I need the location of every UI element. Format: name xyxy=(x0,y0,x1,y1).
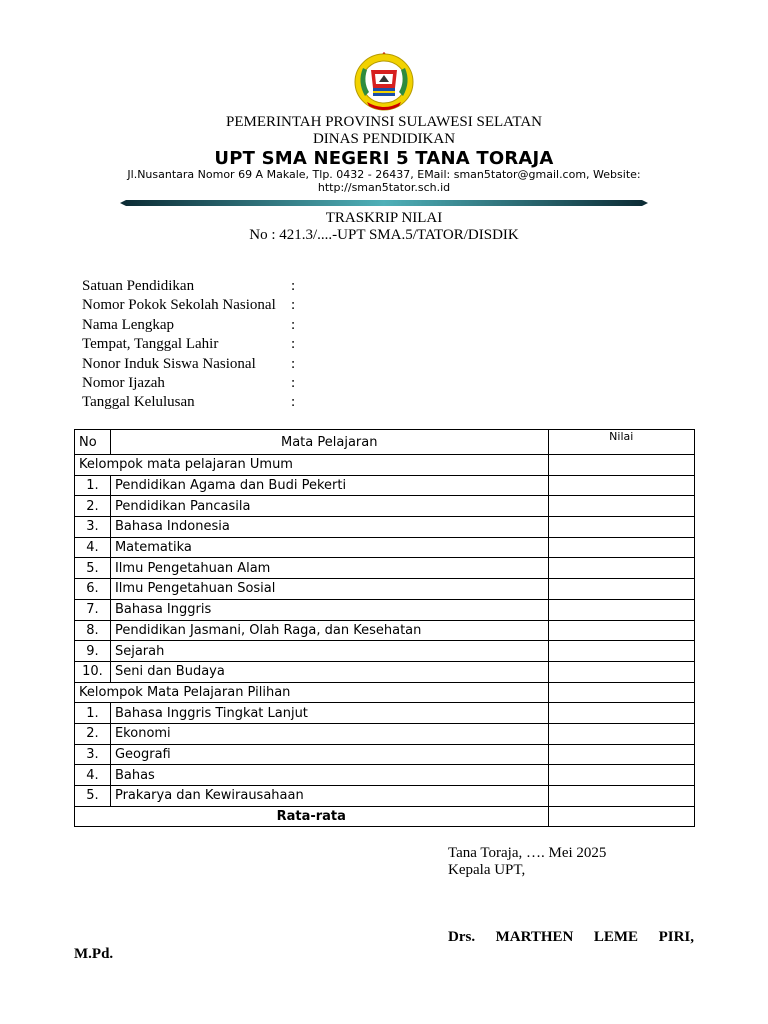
table-row xyxy=(75,579,695,600)
table-row xyxy=(75,744,695,765)
field-label: Nonor Induk Siswa Nasional xyxy=(82,355,256,372)
field-colon: : xyxy=(291,355,296,372)
row-no: 7. xyxy=(75,599,111,620)
grade-cell xyxy=(548,537,695,558)
grade-cell xyxy=(548,744,695,765)
table-row xyxy=(75,641,695,662)
header-address: Jl.Nusantara Nomor 69 A Makale, Tlp. 0432 - 26437, EMail: sman5tator@gmail.com, Website: http://sman5tator.sch.id xyxy=(127,168,641,194)
row-subject: Pendidikan Pancasila xyxy=(110,496,548,517)
table-row xyxy=(75,723,695,744)
row-no: 8. xyxy=(75,620,111,641)
row-subject: Bahasa Inggris xyxy=(110,599,548,620)
field-label: Tempat, Tanggal Lahir xyxy=(82,336,219,353)
row-no: 3. xyxy=(75,517,111,538)
row-subject: Ilmu Pengetahuan Alam xyxy=(110,558,548,579)
field-colon: : xyxy=(291,278,296,294)
table-row xyxy=(75,765,695,786)
grade-cell xyxy=(548,765,695,786)
group-name: Kelompok Mata Pelajaran Pilihan xyxy=(75,682,549,703)
grade-cell xyxy=(548,682,695,703)
average-row xyxy=(75,806,695,827)
row-subject: Seni dan Budaya xyxy=(110,661,548,682)
table-row xyxy=(75,599,695,620)
header-subject: Mata Pelajaran xyxy=(110,430,548,455)
row-no: 6. xyxy=(75,579,111,600)
row-no: 4. xyxy=(75,537,111,558)
table-row xyxy=(75,517,695,538)
table-row xyxy=(75,537,695,558)
row-no: 1. xyxy=(75,703,111,724)
grade-cell xyxy=(548,703,695,724)
header-government: PEMERINTAH PROVINSI SULAWESI SELATAN xyxy=(226,114,542,130)
row-no: 5. xyxy=(75,786,111,807)
field-colon: : xyxy=(291,394,296,411)
average-label: Rata-rata xyxy=(75,806,549,827)
table-row xyxy=(75,475,695,496)
row-subject: Matematika xyxy=(110,537,548,558)
grade-cell xyxy=(548,558,695,579)
row-subject: Pendidikan Agama dan Budi Pekerti xyxy=(110,475,548,496)
grade-cell xyxy=(548,786,695,807)
row-no: 3. xyxy=(75,744,111,765)
row-subject: Geografi xyxy=(110,744,548,765)
row-no: 4. xyxy=(75,765,111,786)
header-divider xyxy=(120,193,648,199)
table-row xyxy=(75,620,695,641)
signature-name-part: PIRI, xyxy=(658,929,694,945)
row-subject: Pendidikan Jasmani, Olah Raga, dan Kesehatan xyxy=(110,620,548,641)
row-no: 1. xyxy=(75,475,111,496)
row-subject: Ilmu Pengetahuan Sosial xyxy=(110,579,548,600)
signature-name-part: LEME xyxy=(593,929,639,945)
grade-cell xyxy=(548,517,695,538)
field-label: Tanggal Kelulusan xyxy=(82,394,195,411)
document-number: No : 421.3/....-UPT SMA.5/TATOR/DISDIK xyxy=(249,227,519,243)
signature-name-part: MARTHEN xyxy=(495,929,574,945)
row-no: 2. xyxy=(75,723,111,744)
row-subject: Bahasa Inggris Tingkat Lanjut xyxy=(110,703,548,724)
group-name: Kelompok mata pelajaran Umum xyxy=(75,455,549,476)
row-subject: Bahasa Indonesia xyxy=(110,517,548,538)
table-row xyxy=(75,496,695,517)
grade-cell xyxy=(548,496,695,517)
group-row xyxy=(75,682,695,703)
table-row xyxy=(75,661,695,682)
row-subject: Prakarya dan Kewirausahaan xyxy=(110,786,548,807)
row-no: 2. xyxy=(75,496,111,517)
grade-cell xyxy=(548,620,695,641)
field-colon: : xyxy=(291,374,296,391)
grades-table xyxy=(74,429,695,827)
field-colon: : xyxy=(291,336,296,353)
row-no: 5. xyxy=(75,558,111,579)
header-agency: DINAS PENDIDIKAN xyxy=(312,131,456,147)
table-row xyxy=(75,703,695,724)
signature-position: Kepala UPT, xyxy=(448,862,526,878)
group-row xyxy=(75,455,695,476)
provincial-emblem-icon xyxy=(351,48,417,114)
field-colon: : xyxy=(291,297,296,314)
field-label: Nomor Ijazah xyxy=(82,374,165,391)
grade-cell xyxy=(548,475,695,496)
grade-cell xyxy=(548,455,695,476)
field-label: Nomor Pokok Sekolah Nasional xyxy=(82,297,276,314)
header-school-name: UPT SMA NEGERI 5 TANA TORAJA xyxy=(214,148,554,169)
field-colon: : xyxy=(291,316,296,333)
signature-name-part: Drs. xyxy=(448,929,476,945)
row-no: 10. xyxy=(75,661,111,682)
signature-name-suffix: M.Pd. xyxy=(74,946,114,962)
grade-cell xyxy=(548,661,695,682)
table-header-row xyxy=(75,430,695,455)
field-label: Nama Lengkap xyxy=(82,316,175,333)
average-grade-cell xyxy=(548,806,695,827)
grade-cell xyxy=(548,641,695,662)
grade-cell xyxy=(548,599,695,620)
grade-cell xyxy=(548,723,695,744)
signature-name xyxy=(448,929,694,946)
row-no: 9. xyxy=(75,641,111,662)
table-row xyxy=(75,558,695,579)
table-row xyxy=(75,786,695,807)
grade-cell xyxy=(548,579,695,600)
signature-place-date: Tana Toraja, …. Mei 2025 xyxy=(448,845,607,861)
row-subject: Ekonomi xyxy=(110,723,548,744)
header-grade: Nilai xyxy=(548,430,695,455)
row-subject: Sejarah xyxy=(110,641,548,662)
field-label: Satuan Pendidikan xyxy=(82,278,195,294)
document-title: TRASKRIP NILAI xyxy=(325,210,443,226)
header-no: No xyxy=(75,430,111,455)
row-subject: Bahas xyxy=(110,765,548,786)
